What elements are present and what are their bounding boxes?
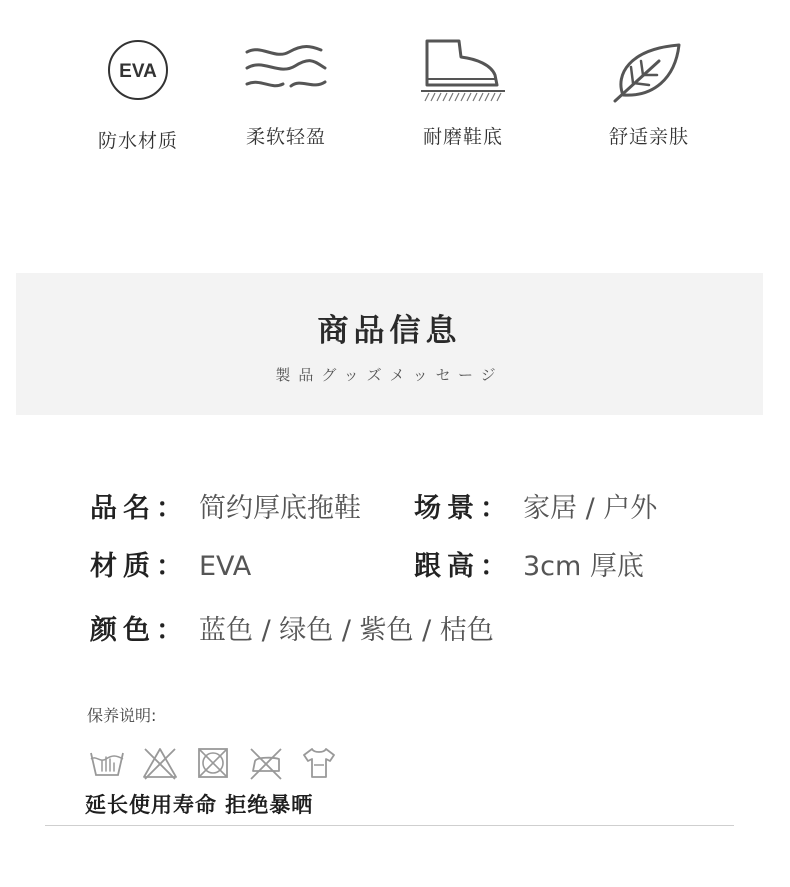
spec-value: 家居 / 户外 [523, 493, 658, 524]
hand-wash-icon [88, 745, 126, 781]
banner-title: 商品信息 [317, 313, 462, 349]
no-iron-icon [247, 745, 285, 781]
product-info-banner [16, 273, 763, 415]
banner-subtitle: 製品グッズメッセージ [275, 366, 504, 384]
care-icons [88, 745, 338, 781]
spec-key: 跟高： [414, 551, 513, 582]
spec-material [90, 550, 251, 584]
spec-name [90, 492, 361, 526]
feature-label: 防水材质 [97, 130, 178, 152]
feature-waterproof [63, 30, 213, 153]
feature-soft-light [211, 30, 361, 149]
no-bleach-icon [141, 745, 179, 781]
feature-skin-friendly [574, 30, 724, 149]
shoe-sole-icon [417, 35, 509, 105]
care-slogan: 延长使用寿命 拒绝暴晒 [85, 793, 314, 817]
eva-badge-text: EVA [119, 61, 157, 82]
spec-heel-height [414, 550, 644, 584]
spec-value: 蓝色 / 绿色 / 紫色 / 桔色 [199, 615, 494, 646]
no-tumble-dry-icon [194, 745, 232, 781]
spec-key: 颜色： [90, 615, 189, 646]
shirt-icon [300, 745, 338, 781]
spec-value: EVA [199, 551, 252, 582]
spec-color [90, 614, 494, 648]
feature-row [0, 30, 790, 170]
spec-scene [414, 492, 657, 526]
eva-badge-icon [106, 38, 170, 102]
spec-key: 场景： [414, 493, 513, 524]
spec-value: 3cm 厚底 [523, 551, 644, 582]
feature-wear-resistant [388, 30, 538, 149]
care-title: 保养说明: [87, 706, 157, 725]
feature-label: 舒适亲肤 [608, 126, 689, 148]
wave-lines-icon [241, 40, 331, 100]
feature-label: 耐磨鞋底 [422, 126, 503, 148]
leaf-icon [609, 35, 689, 105]
spec-key: 材质： [90, 551, 189, 582]
spec-value: 简约厚底拖鞋 [199, 493, 361, 524]
feature-label: 柔软轻盈 [245, 126, 326, 148]
divider-line [45, 825, 734, 826]
spec-key: 品名： [90, 493, 189, 524]
